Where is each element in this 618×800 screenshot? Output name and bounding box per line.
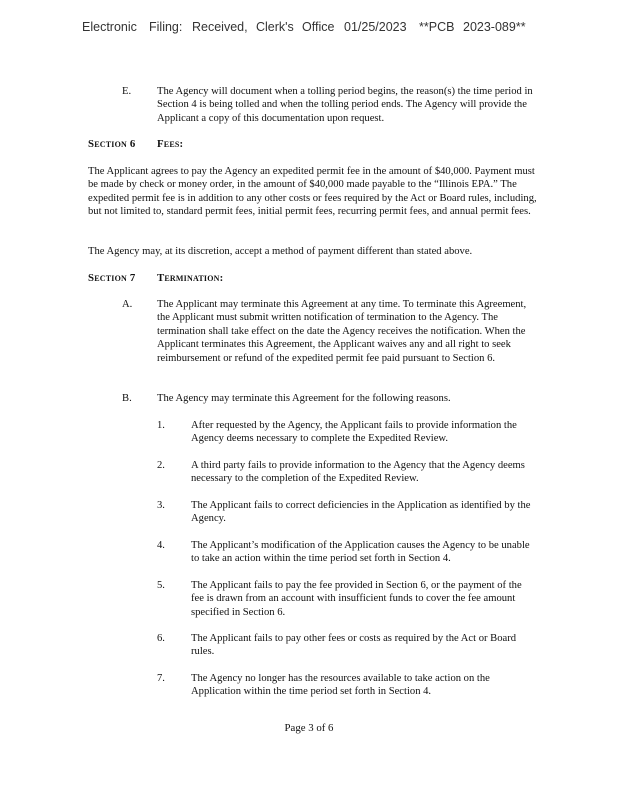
reason-number: 4.	[157, 540, 165, 551]
section6-title: Fees:	[157, 138, 184, 150]
reason-number: 7.	[157, 673, 165, 684]
reason-number: 5.	[157, 580, 165, 591]
item-a-text: The Applicant may terminate this Agreement at any time. To terminate this Agreement, the Applicant must submit written notification of termination to the Agency. The termination shall take effect on the date the Agency receives the notification. When the Applicant terminates this Agreement, the Applicant waives any and all right to seek reimbursement or refund of the expedited permit fee paid pursuant to Section 6.	[157, 299, 527, 364]
header-word: 01/25/2023	[344, 20, 407, 34]
reason-number: 2.	[157, 460, 165, 471]
item-b-text: The Agency may terminate this Agreement for the following reasons.	[157, 393, 451, 404]
reason-text: The Applicant fails to pay the fee provided in Section 6, or the payment of the fee is drawn from an account with insufficient funds to cover the fee amount specified in Section 6.	[191, 580, 522, 618]
header-word: 2023-089**	[463, 20, 526, 34]
item-e-text: The Agency will document when a tolling period begins, the reason(s) the time period in Section 4 is being tolled and when the tolling period ends. The Agency will provide the Applicant a copy of this documentation upon request.	[157, 86, 533, 124]
reason-number: 3.	[157, 500, 165, 511]
section6-paragraph-2: The Agency may, at its discretion, accept a method of payment different than stated above.	[88, 246, 473, 257]
page-number: Page 3 of 6	[284, 722, 334, 734]
section7-number: Section 7	[88, 272, 136, 284]
section6-number: Section 6	[88, 138, 136, 150]
reason-text: The Applicant’s modification of the Application causes the Agency to be unable to take an action within the time period set forth in Section 4.	[191, 540, 530, 565]
header-word: Office	[302, 20, 335, 34]
reason-text: After requested by the Agency, the Applicant fails to provide information the Agency deems necessary to complete the Expedited Review.	[191, 420, 517, 445]
header-word: **PCB	[419, 20, 455, 34]
header-word: Electronic	[82, 20, 137, 34]
item-b-label: B.	[122, 393, 132, 404]
reason-number: 6.	[157, 633, 165, 644]
header-word: Clerk's	[256, 20, 294, 34]
header-word: Filing:	[149, 20, 183, 34]
reason-text: The Applicant fails to pay other fees or costs as required by the Act or Board rules.	[191, 633, 517, 658]
section7-title: Termination:	[157, 272, 224, 284]
reason-text: A third party fails to provide information to the Agency that the Agency deems necessary to the completion of the Expedited Review.	[191, 460, 525, 485]
item-e-label: E.	[122, 86, 132, 97]
reason-text: The Agency no longer has the resources available to take action on the Application within the time period set forth in Section 4.	[191, 673, 490, 698]
reason-text: The Applicant fails to correct deficiencies in the Application as identified by the Agency.	[191, 500, 531, 525]
header-word: Received,	[192, 20, 248, 34]
section6-paragraph-1: The Applicant agrees to pay the Agency an expedited permit fee in the amount of $40,000. Payment must be made by check or money order, in the amount of $40,000 made payable to the “Illinois EPA.” The expedited permit fee is in addition to any other costs or fees required by the Act or Board rules, including, but not limited to, standard permit fees, initial permit fees, recurring permit fees, and annual permit fees.	[88, 166, 537, 218]
item-a-label: A.	[122, 299, 133, 310]
reason-number: 1.	[157, 420, 165, 431]
